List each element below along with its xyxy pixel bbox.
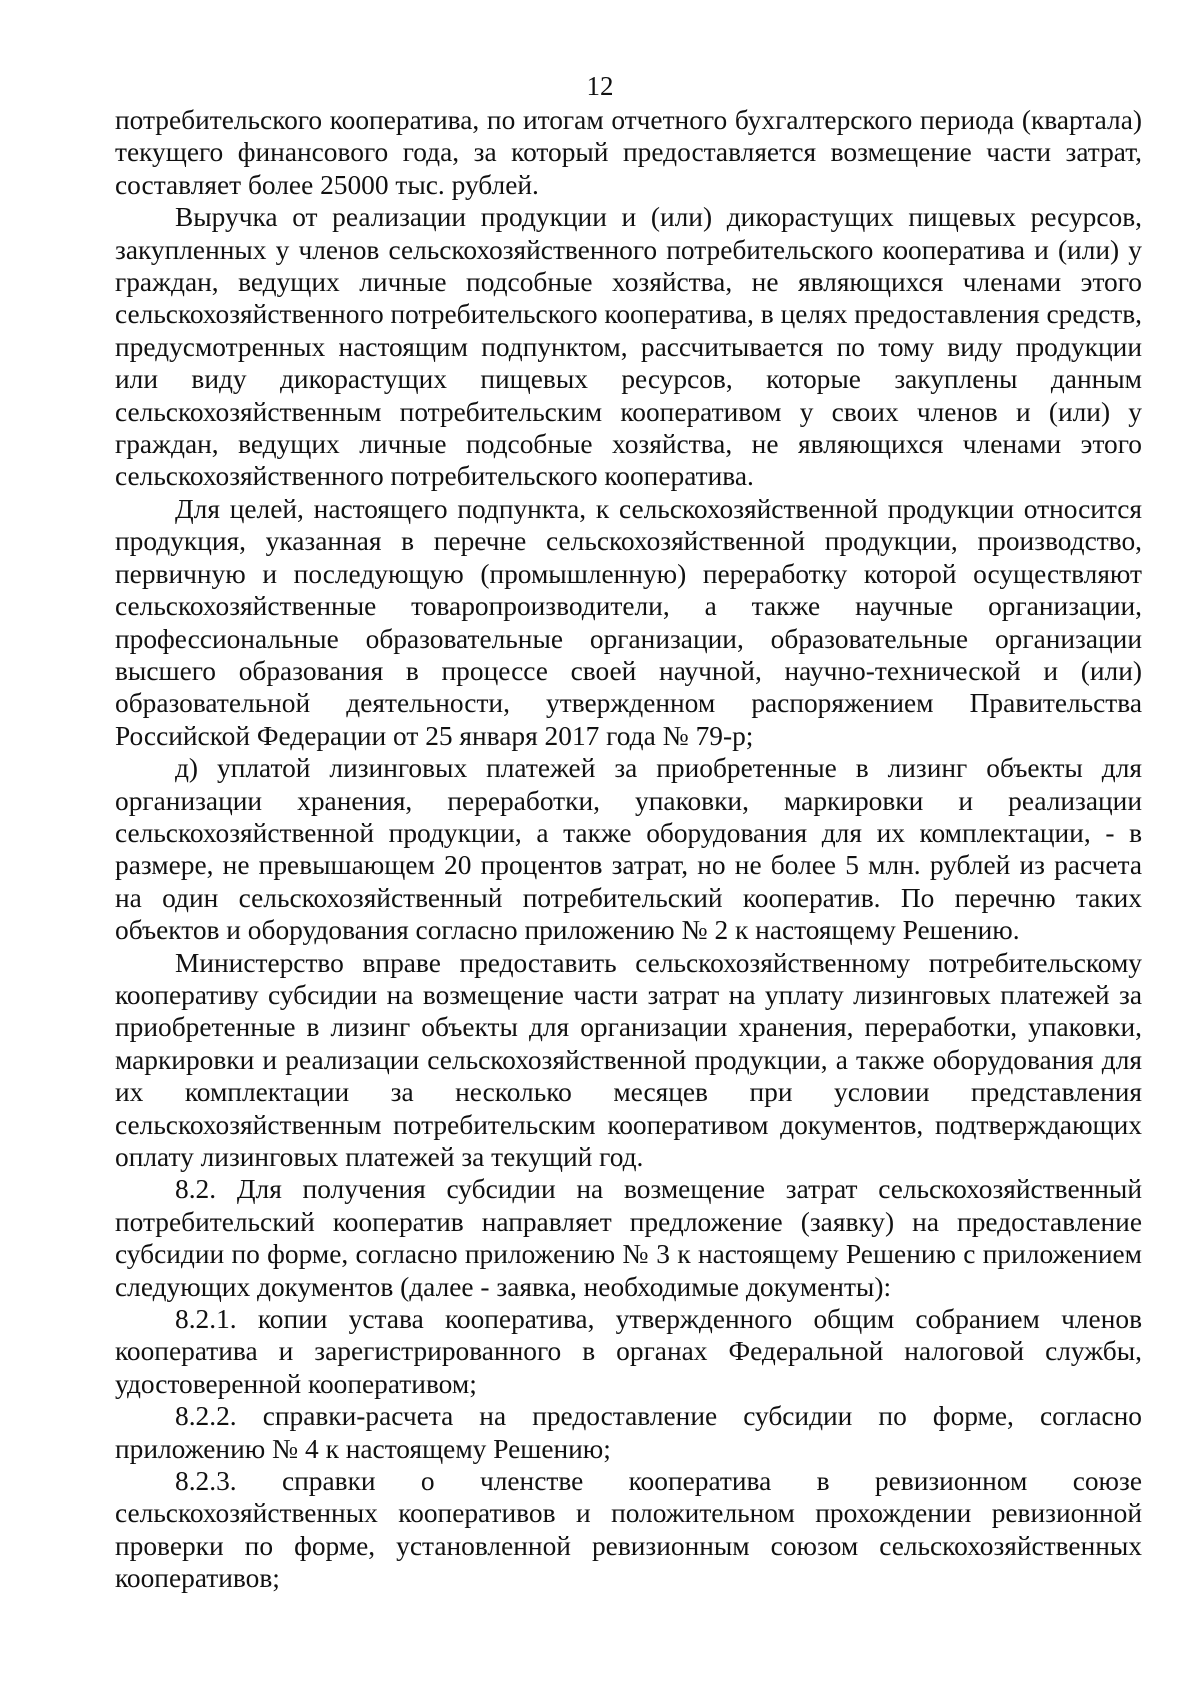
paragraph-8-2-2: 8.2.2. справки-расчета на предоставление субсидии по форме, согласно приложению № 4 к настоящему Решению;	[115, 1401, 1142, 1464]
paragraph-revenue: Выручка от реализации продукции и (или) дикорастущих пищевых ресурсов, закупленных у членов сельскохозяйственного потребительского кооператива и (или) у граждан, ведущих личные подсобные хозяйства, не являющихся членами этого сельскохозяйственного потребительского кооператива, в целях предоставления средств, предусмотренных настоящим подпунктом, рассчитывается по тому виду продукции или виду дикорастущих пищевых ресурсов, которые закуплены данным сельскохозяйственным потребительским кооперативом у своих членов и (или) у граждан, ведущих личные подсобные хозяйства, не являющихся членами этого сельскохозяйственного потребительского кооператива.	[115, 202, 1142, 492]
page-number: 12	[586, 71, 614, 101]
paragraph-ministry-right: Министерство вправе предоставить сельскохозяйственному потребительскому кооперативу субсидии на возмещение части затрат на уплату лизинговых платежей за приобретенные в лизинг объекты для организации хранения, переработки, упаковки, маркировки и реализации сельскохозяйственной продукции, а также оборудования для их комплектации за несколько месяцев при условии представления сельскохозяйственным потребительским кооперативом документов, подтверждающих оплату лизинговых платежей за текущий год.	[115, 947, 1142, 1172]
paragraph-agricultural-products: Для целей, настоящего подпункта, к сельскохозяйственной продукции относится продукция, указанная в перечне сельскохозяйственной продукции, производство, первичную и последующую (промышленную) переработку которой осуществляют сельскохозяйственные товаропроизводители, а также научные организации, профессиональные образовательные организации, образовательные организации высшего образования в процессе своей научной, научно-технической и (или) образовательной деятельности, утвержденном распоряжением Правительства Российской Федерации от 25 января 2017 года № 79-р;	[115, 493, 1142, 751]
paragraph-8-2-3: 8.2.3. справки о членстве кооператива в ревизионном союзе сельскохозяйственных кооперативов и положительном прохождении ревизионной проверки по форме, установленной ревизионным союзом сельскохозяйственных кооперативов;	[115, 1466, 1142, 1594]
paragraph-continuation: потребительского кооператива, по итогам отчетного бухгалтерского периода (квартала) текущего финансового года, за который предоставляется возмещение части затрат, составляет более 25000 тыс. рублей.	[115, 105, 1142, 200]
paragraph-leasing-payments: д) уплатой лизинговых платежей за приобретенные в лизинг объекты для организации хранения, переработки, упаковки, маркировки и реализации сельскохозяйственной продукции, а также оборудования для их комплектации, - в размере, не превышающем 20 процентов затрат, но не более 5 млн. рублей из расчета на один сельскохозяйственный потребительский кооператив. По перечню таких объектов и оборудования согласно приложению № 2 к настоящему Решению.	[115, 753, 1142, 946]
paragraph-8-2-1: 8.2.1. копии устава кооператива, утвержденного общим собранием членов кооператива и зарегистрированного в органах Федеральной налоговой службы, удостоверенной кооперативом;	[115, 1304, 1142, 1399]
paragraph-8-2: 8.2. Для получения субсидии на возмещение затрат сельскохозяйственный потребительский кооператив направляет предложение (заявку) на предоставление субсидии по форме, согласно приложению № 3 к настоящему Решению с приложением следующих документов (далее - заявка, необходимые документы):	[115, 1174, 1142, 1302]
document-body	[115, 104, 1142, 1595]
